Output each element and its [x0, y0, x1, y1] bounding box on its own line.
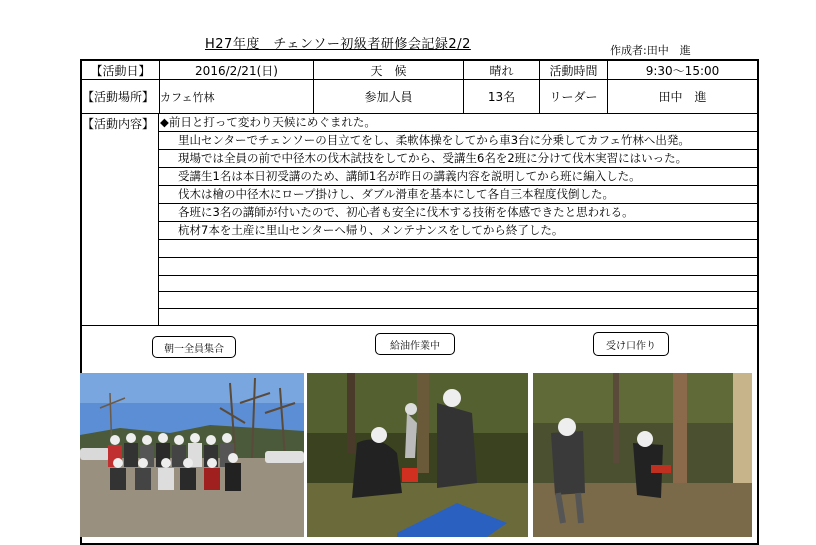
info-row-2 — [82, 80, 757, 113]
activity-line-5: 伐木は檜の中径木にロープ掛けし、ダブル滑車を基本にして各自三本程度伐倒した。 — [178, 187, 614, 201]
leader-value: 田中 進 — [658, 90, 707, 104]
date-value: 2016/2/21(日) — [160, 61, 314, 79]
leader-label: リーダー — [540, 80, 608, 113]
photo-notch-cut — [533, 373, 752, 537]
photo-caption-1: 朝一全員集合 — [152, 336, 236, 358]
photo-caption-3: 受け口作り — [593, 332, 669, 356]
activity-line-2: 里山センターでチェンソーの目立てをし、柔軟体操をしてから車3台に分乗してカフェ竹林へ出発。 — [178, 133, 690, 147]
activity-line-7: 杭材7本を土産に里山センターへ帰り、メンテナンスをしてから終了した。 — [178, 223, 564, 237]
author-label: 作成者:田中 進 — [610, 44, 691, 57]
photo-caption-2: 給油作業中 — [375, 333, 455, 355]
activity-label: 【活動内容】 — [82, 117, 155, 131]
time-value: 9:30〜15:00 — [645, 63, 720, 78]
activity-line-4: 受講生1名は本日初受講のため、講師1名が昨日の講義内容を説明してから班に編入した。 — [178, 169, 641, 183]
weather-label: 天 候 — [314, 61, 464, 79]
photo-refueling — [307, 373, 528, 537]
date-label: 【活動日】 — [82, 61, 160, 79]
page-title: H27年度 チェンソー初級者研修会記録2/2 — [205, 37, 471, 52]
time-label: 活動時間 — [540, 61, 608, 79]
activity-line-3: 現場では全員の前で中径木の伐木試技をしてから、受講生6名を2班に分けて伐木実習にはいった。 — [178, 151, 688, 165]
info-row-1 — [82, 61, 757, 79]
activity-line-1: ◆前日と打って変わり天候にめぐまれた。 — [160, 115, 376, 129]
participants-label: 参加人員 — [314, 80, 464, 113]
photo-group — [80, 373, 304, 537]
place-value: カフェ竹林 — [160, 80, 314, 113]
activity-line-6: 各班に3名の講師が付いたので、初心者も安全に伐木する技術を体感できたと思われる。 — [178, 205, 634, 219]
weather-value: 晴れ — [464, 61, 540, 79]
participants-value: 13名 — [464, 80, 540, 113]
place-label: 【活動場所】 — [82, 80, 160, 113]
